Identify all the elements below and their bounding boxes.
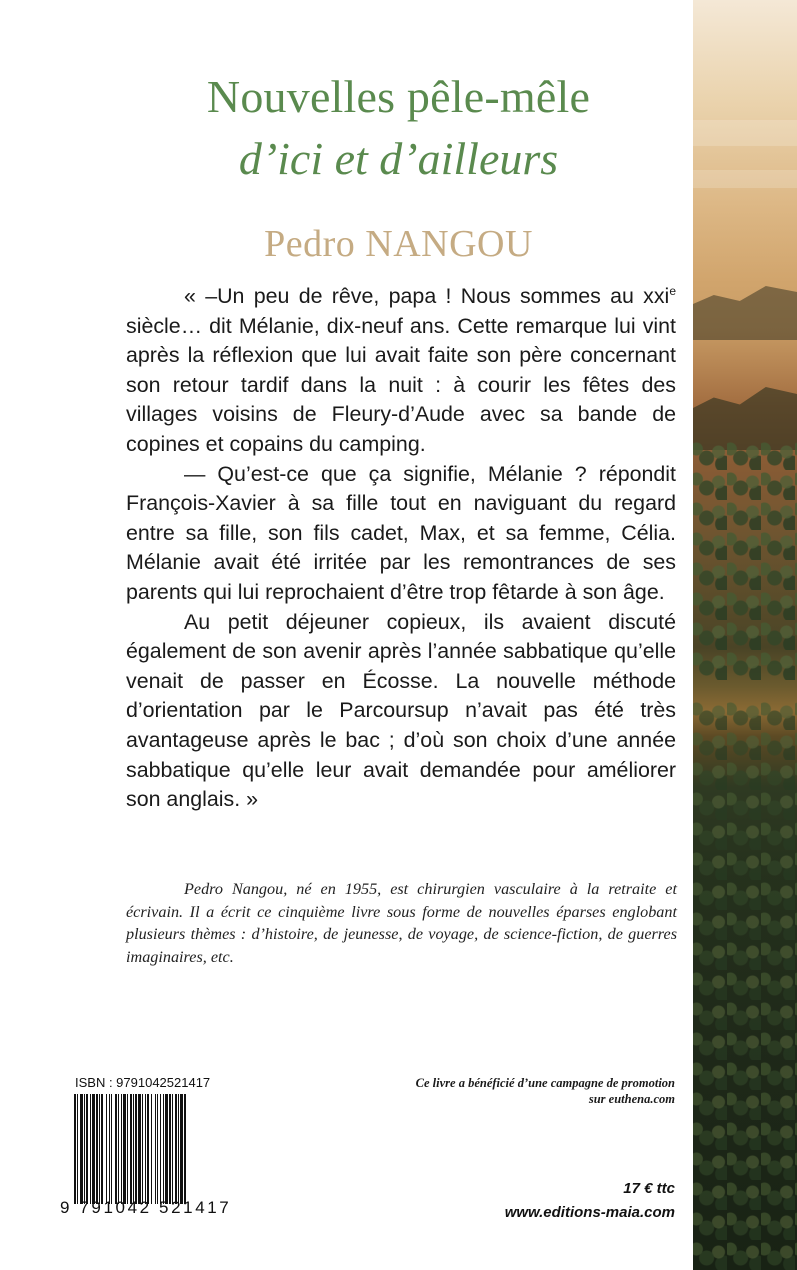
excerpt-text: siècle… dit Mélanie, dix-neuf ans. Cette remarque lui vint après la réflexion que lui avait faite son père concernant son retour tardif dans la nuit : à courir les fêtes des villages voisins de Fleury-d’Aude avec sa bande de copines et copains du camping. bbox=[126, 313, 676, 456]
barcode-bars bbox=[72, 1094, 230, 1204]
isbn-label: ISBN : 9791042521417 bbox=[75, 1075, 211, 1090]
book-excerpt bbox=[126, 282, 676, 815]
publisher-website: www.editions-maia.com bbox=[504, 1204, 675, 1221]
barcode-bar bbox=[151, 1094, 152, 1204]
barcode-bar bbox=[172, 1094, 173, 1204]
barcode-bar bbox=[180, 1094, 183, 1204]
barcode-bar bbox=[142, 1094, 143, 1204]
barcode-bar bbox=[169, 1094, 171, 1204]
barcode-bar bbox=[135, 1094, 137, 1204]
barcode-bar bbox=[123, 1094, 126, 1204]
promo-line: sur euthena.com bbox=[588, 1092, 675, 1106]
barcode-bar bbox=[96, 1094, 98, 1204]
barcode-bar bbox=[80, 1094, 83, 1204]
forest-texture bbox=[693, 700, 797, 1270]
barcode-bar bbox=[121, 1094, 122, 1204]
barcode-bar bbox=[184, 1094, 186, 1204]
bio-text: Pedro Nangou, né en 1955, est chirurgien vasculaire à la retraite et écrivain. Il a écrit ce cinquième livre sous forme de nouvelles éparses englobant plusieurs thèmes : d’histoire, de jeunesse, de voyage, de science-fiction, de guerres imaginaires, etc. bbox=[126, 880, 677, 966]
barcode-bar bbox=[90, 1094, 91, 1204]
mountain-ridge bbox=[693, 280, 797, 340]
barcode-bar bbox=[118, 1094, 119, 1204]
landscape-photo-strip bbox=[693, 0, 797, 1270]
promo-line: Ce livre a bénéficié d’une campagne de promotion bbox=[415, 1076, 675, 1090]
barcode-bar bbox=[157, 1094, 158, 1204]
barcode-bar bbox=[175, 1094, 177, 1204]
barcode-digits: 9 791042 521417 bbox=[60, 1198, 232, 1217]
barcode-bar bbox=[101, 1094, 103, 1204]
price: 17 € ttc bbox=[623, 1180, 675, 1197]
barcode-bar bbox=[160, 1094, 161, 1204]
barcode-bar bbox=[127, 1094, 128, 1204]
barcode-bar bbox=[109, 1094, 110, 1204]
promotion-notice bbox=[330, 1075, 675, 1107]
barcode-bar bbox=[138, 1094, 141, 1204]
barcode-bar bbox=[130, 1094, 132, 1204]
barcode-bar bbox=[178, 1094, 179, 1204]
excerpt-paragraph: Au petit déjeuner copieux, ils avaient discuté également de son avenir après l’année sabbatique qu’elle venait de passer en Écosse. La nouvelle méthode d’orientation par le Parcoursup n’avait pas été très avantageuse après le bac ; d’où son choix d’une année sabbatique qu’elle leur avait demandée pour améliorer son anglais. » bbox=[126, 609, 676, 812]
barcode bbox=[72, 1094, 230, 1204]
excerpt-paragraph: — Qu’est-ce que ça signifie, Mélanie ? répondit François-Xavier à sa fille tout en naviguant du regard entre sa fille, son fils cadet, Max, et sa femme, Célia. Mélanie avait été irritée par les remontrances de ses parents qui lui reprochaient d’être trop fêtarde à son âge. bbox=[126, 461, 676, 604]
barcode-bar bbox=[74, 1094, 76, 1204]
barcode-bar bbox=[145, 1094, 146, 1204]
century-superscript: e bbox=[669, 283, 676, 298]
barcode-bar bbox=[163, 1094, 164, 1204]
barcode-bar bbox=[155, 1094, 156, 1204]
book-title-line1: Nouvelles pêle-mêle bbox=[206, 71, 591, 122]
barcode-bar bbox=[106, 1094, 107, 1204]
author-bio bbox=[126, 878, 677, 968]
barcode-bar bbox=[86, 1094, 88, 1204]
barcode-bar bbox=[133, 1094, 134, 1204]
excerpt-paragraph bbox=[126, 282, 676, 460]
barcode-bar bbox=[99, 1094, 100, 1204]
author-name: Pedro NANGOU bbox=[264, 223, 533, 265]
barcode-bar bbox=[84, 1094, 85, 1204]
barcode-bar bbox=[115, 1094, 117, 1204]
book-title-line2: d’ici et d’ailleurs bbox=[238, 133, 559, 184]
barcode-bar bbox=[77, 1094, 78, 1204]
forest-texture bbox=[693, 440, 797, 680]
excerpt-text: « –Un peu de rêve, papa ! Nous sommes au xxi bbox=[184, 284, 670, 308]
barcode-bar bbox=[92, 1094, 95, 1204]
barcode-bar bbox=[165, 1094, 168, 1204]
barcode-bar bbox=[147, 1094, 149, 1204]
barcode-bar bbox=[111, 1094, 112, 1204]
